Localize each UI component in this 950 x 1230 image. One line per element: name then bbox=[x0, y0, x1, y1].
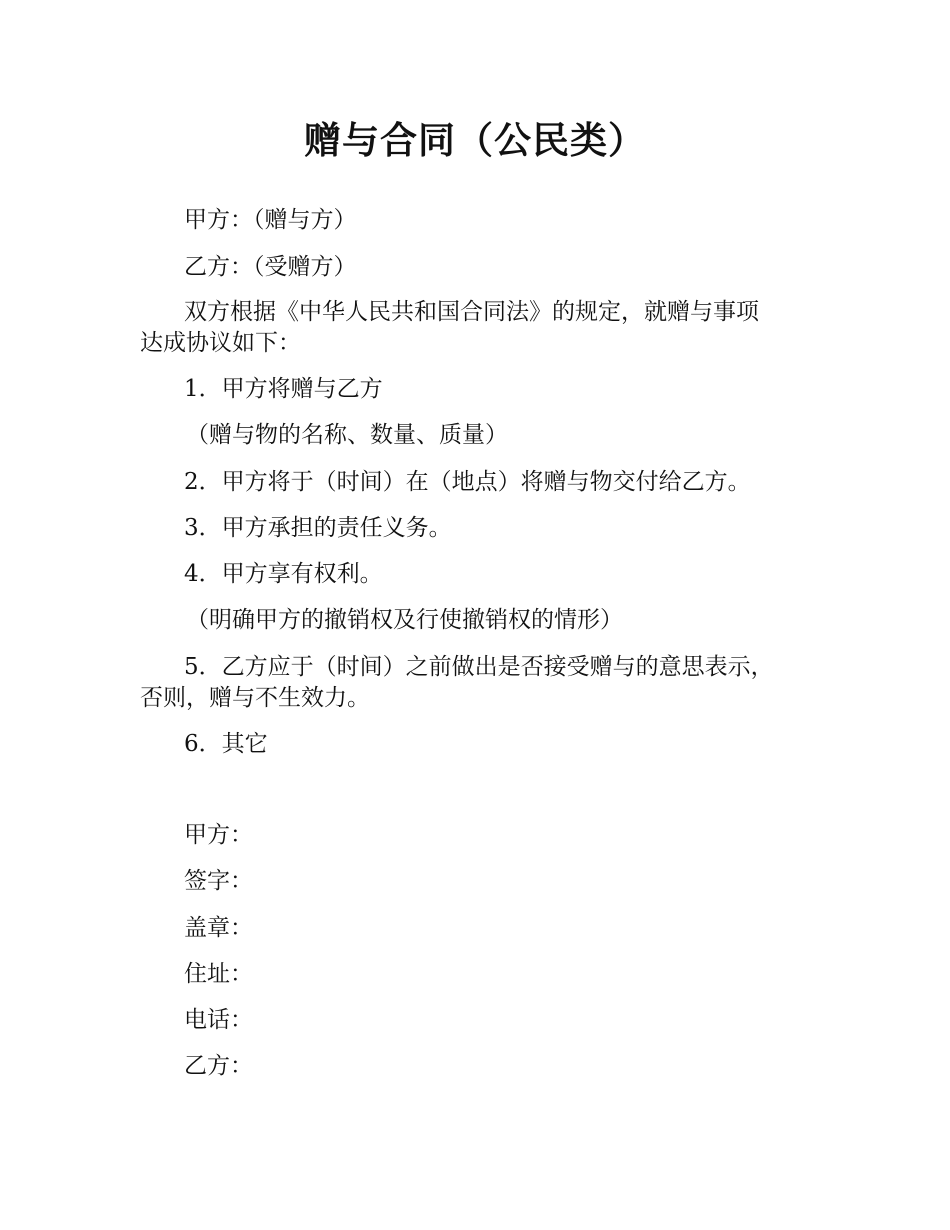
clause-5-line-2: 否则，赠与不生效力。 bbox=[140, 685, 370, 711]
signature-address: 住址： bbox=[184, 961, 253, 987]
clause-6: 6．其它 bbox=[184, 731, 268, 757]
party-b-line: 乙方：（受赠方） bbox=[184, 254, 357, 280]
intro-paragraph-line-2: 达成协议如下： bbox=[140, 330, 301, 356]
intro-paragraph-line-1: 双方根据《中华人民共和国合同法》的规定，就赠与事项 bbox=[184, 299, 759, 325]
signature-seal: 盖章： bbox=[184, 915, 253, 941]
document-title: 赠与合同（公民类） bbox=[304, 119, 646, 162]
signature-phone: 电话： bbox=[184, 1007, 253, 1033]
clause-1: 1．甲方将赠与乙方 bbox=[184, 376, 383, 402]
clause-1-note: （赠与物的名称、数量、质量） bbox=[186, 422, 508, 448]
clause-3: 3．甲方承担的责任义务。 bbox=[184, 515, 452, 541]
signature-party-a: 甲方： bbox=[184, 822, 253, 848]
clause-4-note: （明确甲方的撤销权及行使撤销权的情形） bbox=[186, 607, 623, 633]
signature-party-b: 乙方： bbox=[184, 1053, 253, 1079]
clause-4: 4．甲方享有权利。 bbox=[184, 561, 383, 587]
signature-sign: 签字： bbox=[184, 868, 253, 894]
party-a-line: 甲方：（赠与方） bbox=[184, 207, 357, 233]
clause-2: 2．甲方将于（时间）在（地点）将赠与物交付给乙方。 bbox=[184, 469, 751, 495]
clause-5-line-1: 5．乙方应于（时间）之前做出是否接受赠与的意思表示， bbox=[184, 654, 774, 680]
